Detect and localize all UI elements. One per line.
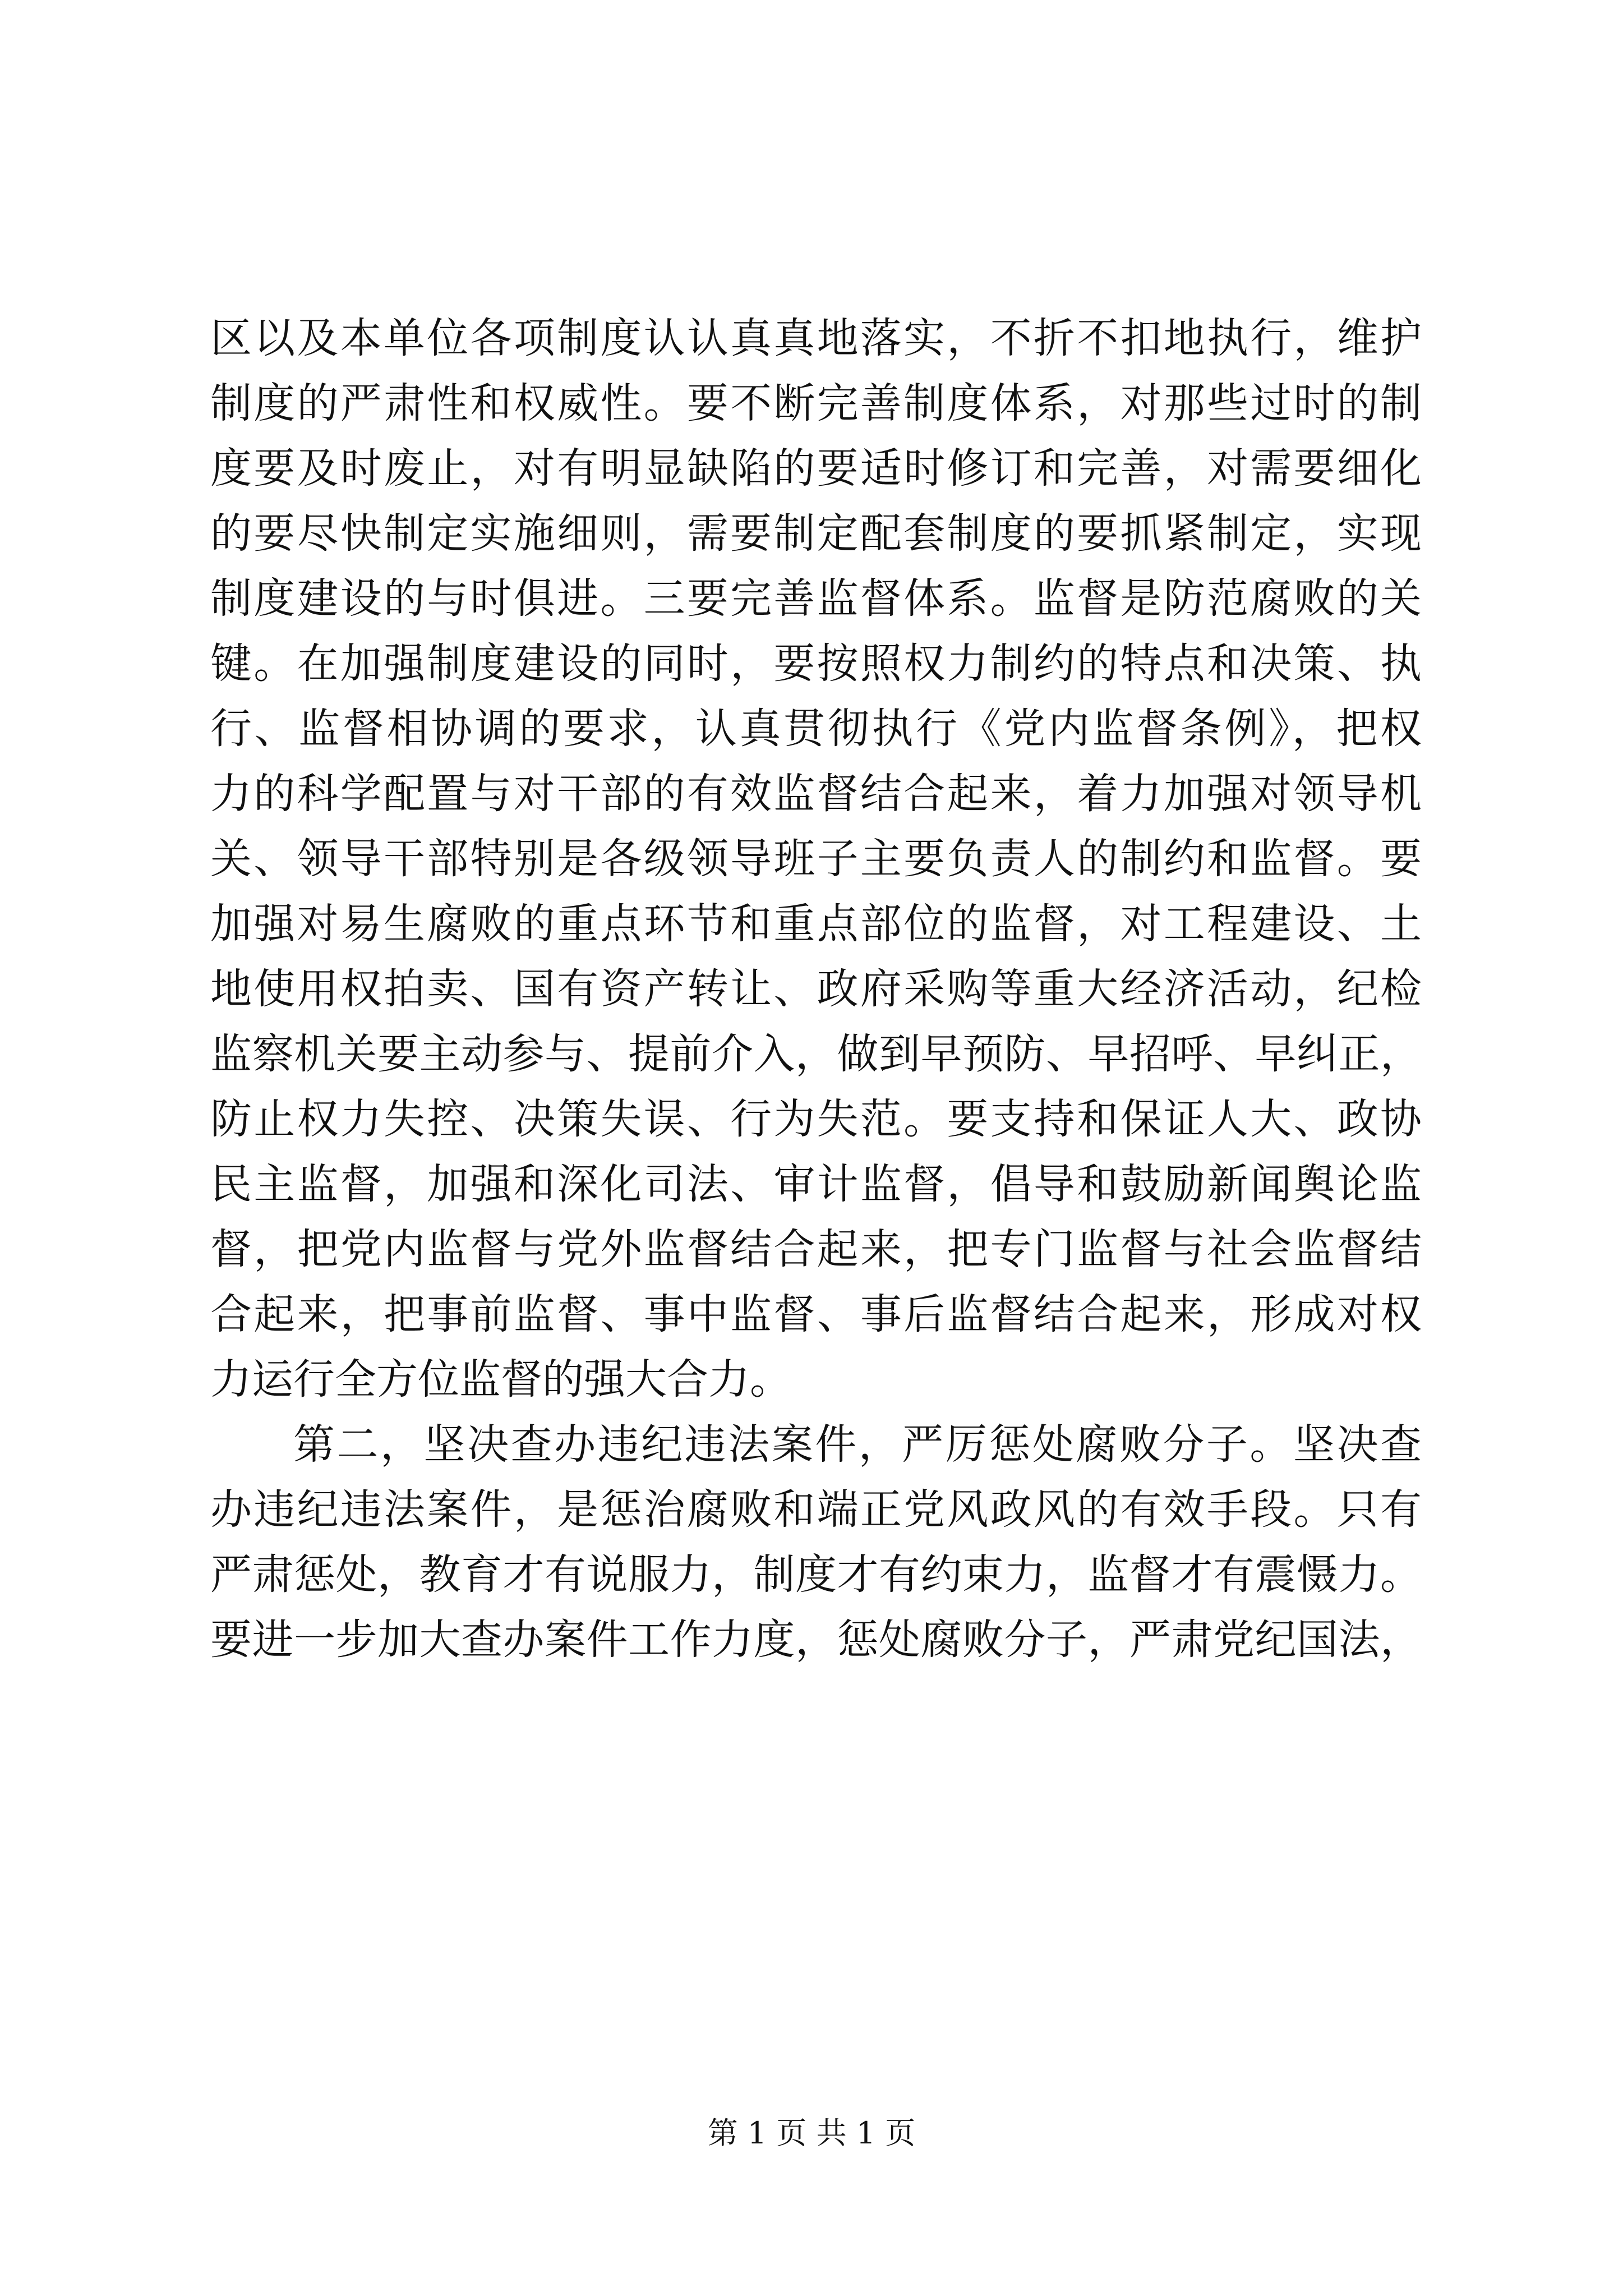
text-line: 制度建设的与时俱进。三要完善监督体系。监督是防范腐败的关 (210, 574, 1422, 623)
text-line: 合起来，把事前监督、事中监督、事后监督结合起来，形成对权 (210, 1290, 1422, 1338)
text-line: 地使用权拍卖、国有资产转让、政府采购等重大经济活动，纪检 (210, 965, 1422, 1013)
text-line: 的要尽快制定实施细则，需要制定配套制度的要抓紧制定，实现 (210, 509, 1422, 558)
text-line: 区以及本单位各项制度认认真真地落实，不折不扣地执行，维护 (210, 314, 1422, 362)
text-line: 键。在加强制度建设的同时，要按照权力制约的特点和决策、执 (210, 639, 1422, 688)
text-line: 力的科学配置与对干部的有效监督结合起来，着力加强对领导机 (210, 770, 1422, 818)
text-line: 民主监督，加强和深化司法、审计监督，倡导和鼓励新闻舆论监 (210, 1160, 1422, 1208)
text-line: 办违纪违法案件，是惩治腐败和端正党风政风的有效手段。只有 (210, 1485, 1422, 1534)
text-line: 第二，坚决查办违纪违法案件，严厉惩处腐败分子。坚决查 (293, 1420, 1422, 1469)
text-line: 关、领导干部特别是各级领导班子主要负责人的制约和监督。要 (210, 835, 1422, 883)
document-body (210, 306, 1422, 1672)
text-line: 行、监督相协调的要求，认真贯彻执行《党内监督条例》，把权 (210, 705, 1422, 753)
text-line: 力运行全方位监督的强大合力。 (210, 1355, 791, 1404)
paragraph-2 (210, 1412, 1422, 1672)
text-line: 监察机关要主动参与、提前介入，做到早预防、早招呼、早纠正， (210, 1030, 1422, 1078)
text-line: 制度的严肃性和权威性。要不断完善制度体系，对那些过时的制 (210, 379, 1422, 427)
text-line: 防止权力失控、决策失误、行为失范。要支持和保证人大、政协 (210, 1095, 1422, 1143)
page-number-footer: 第 1 页 共 1 页 (707, 2115, 916, 2151)
text-line: 度要及时废止，对有明显缺陷的要适时修订和完善，对需要细化 (210, 444, 1422, 493)
text-line: 督，把党内监督与党外监督结合起来，把专门监督与社会监督结 (210, 1225, 1422, 1273)
paragraph-1 (210, 306, 1422, 1412)
text-line: 加强对易生腐败的重点环节和重点部位的监督，对工程建设、土 (210, 900, 1422, 948)
text-line: 严肃惩处，教育才有说服力，制度才有约束力，监督才有震慑力。 (210, 1550, 1422, 1599)
text-line: 要进一步加大查办案件工作力度，惩处腐败分子，严肃党纪国法， (210, 1616, 1422, 1664)
